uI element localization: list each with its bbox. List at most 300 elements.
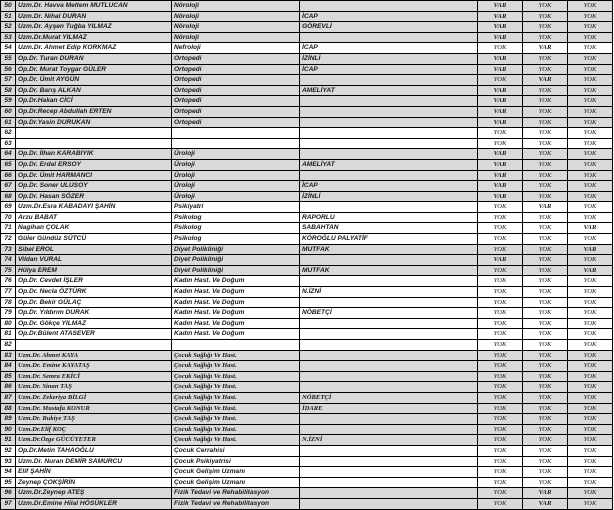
availability-cell-2: YOK (523, 138, 568, 149)
availability-cell-1: VAR (478, 181, 523, 192)
availability-cell-1: YOK (478, 244, 523, 255)
table-row (1, 11, 613, 22)
table-row (1, 149, 613, 160)
availability-cell-3: YOK (568, 32, 613, 43)
status-note-cell (300, 202, 478, 213)
status-note-cell (300, 382, 478, 393)
table-row (1, 1, 613, 12)
status-note-cell (300, 138, 478, 149)
row-number-cell: 80 (1, 318, 16, 329)
status-note-cell (300, 414, 478, 425)
availability-cell-3: YOK (568, 488, 613, 499)
availability-cell-3: YOK (568, 202, 613, 213)
availability-cell-1: YOK (478, 128, 523, 139)
availability-cell-2: YOK (523, 477, 568, 488)
status-note-cell: İCAP (300, 64, 478, 75)
row-number-cell: 67 (1, 181, 16, 192)
availability-cell-1: YOK (478, 202, 523, 213)
department-cell: Çocuk Sağlığı Ve Hast. (172, 392, 300, 403)
availability-cell-3: YOK (568, 467, 613, 478)
table-row (1, 371, 613, 382)
table-row (1, 96, 613, 107)
availability-cell-1: YOK (478, 382, 523, 393)
availability-cell-3: YOK (568, 276, 613, 287)
staff-name-cell: Uzm.Dr. Emine KAYATAŞ (16, 361, 172, 372)
availability-cell-1: YOK (478, 477, 523, 488)
availability-cell-2: YOK (523, 212, 568, 223)
row-number-cell: 89 (1, 414, 16, 425)
availability-cell-2: YOK (523, 11, 568, 22)
availability-cell-3: YOK (568, 11, 613, 22)
staff-name-cell: Op.Dr. Soner ULUSOY (16, 181, 172, 192)
availability-cell-2: YOK (523, 456, 568, 467)
row-number-cell: 63 (1, 138, 16, 149)
department-cell: Kadın Hast. Ve Doğum (172, 287, 300, 298)
staff-name-cell: Uzm.Dr. Zekeriya BİLGİ (16, 392, 172, 403)
department-cell: Psikiyatri (172, 202, 300, 213)
availability-cell-2: YOK (523, 297, 568, 308)
availability-cell-3: YOK (568, 329, 613, 340)
staff-name-cell: Uzm.Dr. Nihal DURAN (16, 11, 172, 22)
row-number-cell: 52 (1, 22, 16, 33)
status-note-cell: İCAP (300, 181, 478, 192)
staff-table-body (1, 1, 613, 510)
availability-cell-1: YOK (478, 403, 523, 414)
department-cell: Kadın Hast. Ve Doğum (172, 318, 300, 329)
availability-cell-3: VAR (568, 223, 613, 234)
department-cell: Çocuk Sağlığı Ve Hast. (172, 371, 300, 382)
row-number-cell: 75 (1, 265, 16, 276)
availability-cell-1: VAR (478, 170, 523, 181)
status-note-cell: SABAHTAN (300, 223, 478, 234)
staff-name-cell: Uzm.Dr. Nuran DEMİR SAMURCU (16, 456, 172, 467)
staff-name-cell: Elif ŞAHİN (16, 467, 172, 478)
staff-name-cell: Op.Dr. Yıldırım DURAK (16, 308, 172, 319)
row-number-cell: 83 (1, 350, 16, 361)
status-note-cell (300, 488, 478, 499)
table-row (1, 477, 613, 488)
availability-cell-1: VAR (478, 32, 523, 43)
availability-cell-2: YOK (523, 435, 568, 446)
status-note-cell (300, 456, 478, 467)
row-number-cell: 94 (1, 467, 16, 478)
table-row (1, 361, 613, 372)
availability-cell-1: VAR (478, 11, 523, 22)
availability-cell-2: VAR (523, 43, 568, 54)
availability-cell-2: YOK (523, 308, 568, 319)
availability-cell-2: YOK (523, 22, 568, 33)
table-row (1, 128, 613, 139)
availability-cell-1: YOK (478, 43, 523, 54)
row-number-cell: 58 (1, 85, 16, 96)
availability-cell-1: VAR (478, 64, 523, 75)
department-cell: Fizik Tedavi ve Rehabilitasyon (172, 498, 300, 509)
availability-cell-3: YOK (568, 64, 613, 75)
availability-cell-3: YOK (568, 340, 613, 351)
availability-cell-1: YOK (478, 467, 523, 478)
availability-cell-2: YOK (523, 191, 568, 202)
staff-name-cell: Op.Dr. İlhan KARABIYIK (16, 149, 172, 160)
row-number-cell: 61 (1, 117, 16, 128)
availability-cell-3: YOK (568, 106, 613, 117)
availability-cell-1: YOK (478, 340, 523, 351)
department-cell: Çocuk Sağlığı Ve Hast. (172, 403, 300, 414)
availability-cell-1: VAR (478, 96, 523, 107)
table-row (1, 467, 613, 478)
row-number-cell: 68 (1, 191, 16, 202)
availability-cell-2: YOK (523, 382, 568, 393)
table-row (1, 223, 613, 234)
availability-cell-1: YOK (478, 212, 523, 223)
status-note-cell: AMELİYAT (300, 85, 478, 96)
department-cell: Üroloji (172, 181, 300, 192)
availability-cell-3: YOK (568, 371, 613, 382)
availability-cell-2: YOK (523, 265, 568, 276)
availability-cell-1: YOK (478, 392, 523, 403)
status-note-cell: NÖBETÇİ (300, 308, 478, 319)
table-row (1, 382, 613, 393)
table-row (1, 64, 613, 75)
row-number-cell: 77 (1, 287, 16, 298)
availability-cell-3: YOK (568, 297, 613, 308)
availability-cell-2: YOK (523, 149, 568, 160)
staff-name-cell (16, 138, 172, 149)
department-cell: Diyet Polikliniği (172, 265, 300, 276)
availability-cell-3: YOK (568, 435, 613, 446)
table-row (1, 414, 613, 425)
availability-cell-3: YOK (568, 22, 613, 33)
availability-cell-3: YOK (568, 361, 613, 372)
availability-cell-1: VAR (478, 53, 523, 64)
status-note-cell (300, 96, 478, 107)
table-row (1, 22, 613, 33)
staff-name-cell: Op.Dr.Yasin DURUKAN (16, 117, 172, 128)
availability-cell-3: YOK (568, 477, 613, 488)
row-number-cell: 71 (1, 223, 16, 234)
department-cell: Çocuk Sağlığı Ve Hast. (172, 435, 300, 446)
department-cell: Kadın Hast. Ve Doğum (172, 297, 300, 308)
row-number-cell: 59 (1, 96, 16, 107)
department-cell: Çocuk Sağlığı Ve Hast. (172, 361, 300, 372)
row-number-cell: 74 (1, 255, 16, 266)
staff-name-cell: Uzm.Dr.Esra KABADAYI ŞAHİN (16, 202, 172, 213)
table-row (1, 191, 613, 202)
availability-cell-3: YOK (568, 498, 613, 509)
row-number-cell: 86 (1, 382, 16, 393)
staff-name-cell: Op.Dr. Gökçe YILMAZ (16, 318, 172, 329)
table-row (1, 170, 613, 181)
table-row (1, 350, 613, 361)
status-note-cell: İCAP (300, 11, 478, 22)
department-cell: Psikolog (172, 223, 300, 234)
status-note-cell (300, 128, 478, 139)
row-number-cell: 53 (1, 32, 16, 43)
availability-cell-1: VAR (478, 117, 523, 128)
status-note-cell: İDARE (300, 403, 478, 414)
availability-cell-3: YOK (568, 117, 613, 128)
availability-cell-2: YOK (523, 64, 568, 75)
department-cell: Çocuk Gelişim Uzmanı (172, 467, 300, 478)
row-number-cell: 69 (1, 202, 16, 213)
table-row (1, 244, 613, 255)
table-row (1, 318, 613, 329)
availability-cell-1: YOK (478, 456, 523, 467)
department-cell: Ortopedi (172, 96, 300, 107)
row-number-cell: 72 (1, 234, 16, 245)
department-cell: Çocuk Sağlığı Ve Hast. (172, 382, 300, 393)
availability-cell-3: YOK (568, 445, 613, 456)
table-row (1, 297, 613, 308)
status-note-cell (300, 498, 478, 509)
availability-cell-1: YOK (478, 435, 523, 446)
department-cell: Ortopedi (172, 53, 300, 64)
availability-cell-3: VAR (568, 265, 613, 276)
staff-name-cell: Uzm.Dr.Özge GÜCÜYETER (16, 435, 172, 446)
availability-cell-3: VAR (568, 244, 613, 255)
row-number-cell: 54 (1, 43, 16, 54)
availability-cell-2: YOK (523, 371, 568, 382)
status-note-cell (300, 350, 478, 361)
availability-cell-1: YOK (478, 361, 523, 372)
staff-name-cell: Güler Gündüz SÜTCÜ (16, 234, 172, 245)
availability-cell-3: YOK (568, 414, 613, 425)
row-number-cell: 51 (1, 11, 16, 22)
availability-cell-2: YOK (523, 96, 568, 107)
availability-cell-1: VAR (478, 255, 523, 266)
availability-cell-1: YOK (478, 371, 523, 382)
row-number-cell: 92 (1, 445, 16, 456)
row-number-cell: 66 (1, 170, 16, 181)
department-cell: Kadın Hast. Ve Doğum (172, 308, 300, 319)
department-cell: Nöroloji (172, 22, 300, 33)
availability-cell-2: YOK (523, 170, 568, 181)
status-note-cell: İZİNLİ (300, 191, 478, 202)
availability-cell-1: VAR (478, 149, 523, 160)
staff-name-cell: Uzm.Dr.Emine Hilal HÖSÜKLER (16, 498, 172, 509)
department-cell: Üroloji (172, 170, 300, 181)
availability-cell-2: YOK (523, 403, 568, 414)
department-cell (172, 138, 300, 149)
availability-cell-3: YOK (568, 138, 613, 149)
staff-name-cell: Hülya EREM (16, 265, 172, 276)
availability-cell-3: YOK (568, 403, 613, 414)
status-note-cell: KÖROĞLU PALYATİF (300, 234, 478, 245)
status-note-cell: İZİNLİ (300, 53, 478, 64)
staff-name-cell: Zeynep ÇOKŞİRİN (16, 477, 172, 488)
row-number-cell: 93 (1, 456, 16, 467)
availability-cell-3: YOK (568, 350, 613, 361)
department-cell: Nöroloji (172, 32, 300, 43)
availability-cell-1: YOK (478, 350, 523, 361)
availability-cell-2: YOK (523, 287, 568, 298)
staff-name-cell: Op.Dr. Hasan SÖZER (16, 191, 172, 202)
availability-cell-3: YOK (568, 234, 613, 245)
status-note-cell: MUTFAK (300, 265, 478, 276)
status-note-cell (300, 1, 478, 12)
status-note-cell (300, 276, 478, 287)
status-note-cell: GÖREVLİ (300, 22, 478, 33)
status-note-cell (300, 424, 478, 435)
table-row (1, 435, 613, 446)
table-row (1, 43, 613, 54)
availability-cell-1: VAR (478, 106, 523, 117)
status-note-cell (300, 32, 478, 43)
availability-cell-1: YOK (478, 445, 523, 456)
table-row (1, 255, 613, 266)
availability-cell-2: YOK (523, 424, 568, 435)
table-row (1, 488, 613, 499)
staff-name-cell: Uzm.Dr. Mustafa KONUR (16, 403, 172, 414)
staff-name-cell (16, 340, 172, 351)
status-note-cell (300, 149, 478, 160)
status-note-cell (300, 170, 478, 181)
department-cell: Çocuk Psikiyatrisi (172, 456, 300, 467)
row-number-cell: 64 (1, 149, 16, 160)
status-note-cell (300, 467, 478, 478)
row-number-cell: 95 (1, 477, 16, 488)
table-row (1, 106, 613, 117)
availability-cell-1: YOK (478, 223, 523, 234)
table-row (1, 340, 613, 351)
staff-name-cell: Op.Dr.Metin TAHAOĞLU (16, 445, 172, 456)
status-note-cell: MUTFAK (300, 244, 478, 255)
availability-cell-1: YOK (478, 308, 523, 319)
status-note-cell (300, 318, 478, 329)
availability-cell-3: YOK (568, 43, 613, 54)
availability-cell-1: YOK (478, 287, 523, 298)
availability-cell-2: YOK (523, 234, 568, 245)
department-cell: Nöroloji (172, 1, 300, 12)
row-number-cell: 78 (1, 297, 16, 308)
availability-cell-3: YOK (568, 255, 613, 266)
staff-name-cell: Sibel EROL (16, 244, 172, 255)
department-cell: Üroloji (172, 191, 300, 202)
row-number-cell: 57 (1, 75, 16, 86)
row-number-cell: 87 (1, 392, 16, 403)
table-row (1, 265, 613, 276)
staff-name-cell: Uzm.Dr. Rukiye TAŞ (16, 414, 172, 425)
department-cell: Nöroloji (172, 11, 300, 22)
staff-name-cell: Uzm.Dr. Semra EKİCİ (16, 371, 172, 382)
availability-cell-2: YOK (523, 361, 568, 372)
staff-name-cell: Op.Dr. Erdal ERSOY (16, 159, 172, 170)
availability-cell-2: YOK (523, 181, 568, 192)
row-number-cell: 76 (1, 276, 16, 287)
row-number-cell: 97 (1, 498, 16, 509)
status-note-cell: N.İZNİ (300, 435, 478, 446)
availability-cell-2: YOK (523, 318, 568, 329)
availability-cell-3: YOK (568, 170, 613, 181)
availability-cell-2: YOK (523, 276, 568, 287)
row-number-cell: 90 (1, 424, 16, 435)
status-note-cell (300, 371, 478, 382)
availability-cell-1: VAR (478, 1, 523, 12)
staff-name-cell: Op.Dr. Cevdet İŞLER (16, 276, 172, 287)
status-note-cell: AMELİYAT (300, 159, 478, 170)
table-row (1, 181, 613, 192)
availability-cell-2: YOK (523, 128, 568, 139)
table-row (1, 85, 613, 96)
staff-name-cell: Vildan VURAL (16, 255, 172, 266)
department-cell: Çocuk Gelişim Uzmanı (172, 477, 300, 488)
staff-name-cell: Op.Dr.Bülent ATASEVER (16, 329, 172, 340)
row-number-cell: 81 (1, 329, 16, 340)
row-number-cell: 79 (1, 308, 16, 319)
row-number-cell: 60 (1, 106, 16, 117)
staff-name-cell: Op.Dr. Necla ÖZTÜRK (16, 287, 172, 298)
department-cell: Nefroloji (172, 43, 300, 54)
availability-cell-3: YOK (568, 149, 613, 160)
table-row (1, 202, 613, 213)
status-note-cell (300, 361, 478, 372)
availability-cell-2: YOK (523, 117, 568, 128)
department-cell (172, 340, 300, 351)
status-note-cell (300, 297, 478, 308)
table-row (1, 276, 613, 287)
department-cell: Ortopedi (172, 85, 300, 96)
row-number-cell: 82 (1, 340, 16, 351)
staff-name-cell: Uzm.Dr. Ahmet KAYA (16, 350, 172, 361)
staff-name-cell: Uzm.Dr. Havva Meltem MUTLUCAN (16, 1, 172, 12)
availability-cell-1: YOK (478, 498, 523, 509)
row-number-cell: 84 (1, 361, 16, 372)
staff-name-cell: Uzm.Dr.Elif KOÇ (16, 424, 172, 435)
department-cell: Kadın Hast. Ve Doğum (172, 276, 300, 287)
availability-cell-1: VAR (478, 85, 523, 96)
availability-cell-2: YOK (523, 32, 568, 43)
table-row (1, 287, 613, 298)
staff-name-cell: Uzm.Dr. Ahmet Edip KORKMAZ (16, 43, 172, 54)
department-cell: Ortopedi (172, 117, 300, 128)
table-row (1, 75, 613, 86)
availability-cell-3: YOK (568, 424, 613, 435)
staff-name-cell: Op.Dr. Ümit HARMANCI (16, 170, 172, 181)
staff-name-cell: Uzm.Dr. Ayşen Tuğba YILMAZ (16, 22, 172, 33)
table-row (1, 498, 613, 509)
table-row (1, 32, 613, 43)
department-cell: Fizik Tedavi ve Rehabilitasyon (172, 488, 300, 499)
availability-cell-1: YOK (478, 276, 523, 287)
availability-cell-1: YOK (478, 234, 523, 245)
status-note-cell (300, 255, 478, 266)
availability-cell-3: YOK (568, 212, 613, 223)
availability-cell-1: YOK (478, 265, 523, 276)
department-cell: Çocuk Cerrahisi (172, 445, 300, 456)
availability-cell-2: YOK (523, 223, 568, 234)
availability-cell-3: YOK (568, 96, 613, 107)
row-number-cell: 88 (1, 403, 16, 414)
availability-cell-1: YOK (478, 138, 523, 149)
availability-cell-1: YOK (478, 488, 523, 499)
row-number-cell: 56 (1, 64, 16, 75)
availability-cell-2: YOK (523, 1, 568, 12)
table-row (1, 308, 613, 319)
status-note-cell (300, 477, 478, 488)
availability-cell-2: YOK (523, 350, 568, 361)
availability-cell-2: YOK (523, 106, 568, 117)
availability-cell-3: YOK (568, 1, 613, 12)
department-cell: Ortopedi (172, 106, 300, 117)
staff-name-cell: Arzu BABAT (16, 212, 172, 223)
row-number-cell: 85 (1, 371, 16, 382)
availability-cell-2: YOK (523, 85, 568, 96)
availability-cell-2: YOK (523, 340, 568, 351)
table-row (1, 53, 613, 64)
availability-cell-1: YOK (478, 414, 523, 425)
availability-cell-2: VAR (523, 202, 568, 213)
availability-cell-1: YOK (478, 297, 523, 308)
availability-cell-2: YOK (523, 244, 568, 255)
